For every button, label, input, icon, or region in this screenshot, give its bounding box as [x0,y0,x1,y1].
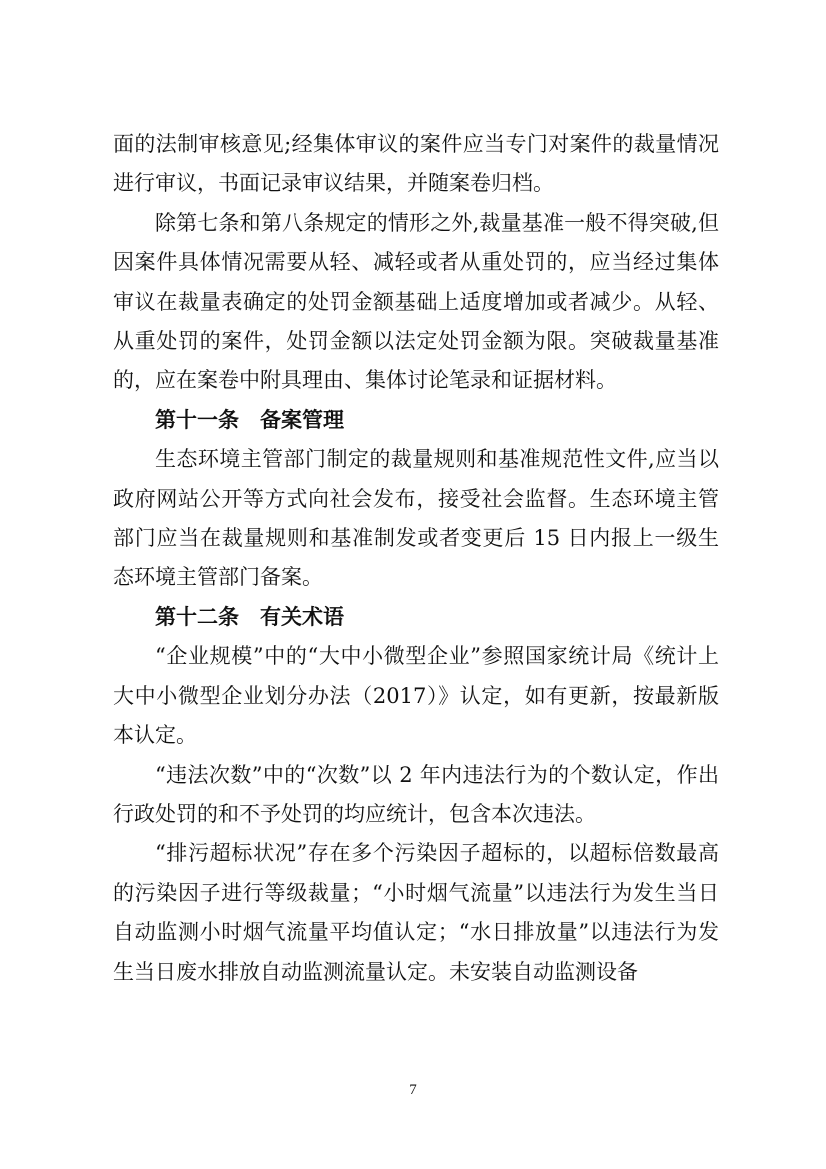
article-heading-11 [113,401,719,440]
paragraph-emission-exceedance: “排污超标状况”存在多个污染因子超标的，以超标倍数最高的污染因子进行等级裁量；“小时烟气流量”以违法行为发生当日自动监测小时烟气流量平均值认定；“水日排放量”以违法行为发生当日废水排放自动监测流量认定。未安装自动监测设备 [113,841,719,984]
article-heading-12 [113,598,719,637]
article-title: 有关术语 [260,604,344,629]
paragraph-filing-management: 生态环境主管部门制定的裁量规则和基准规范性文件,应当以政府网站公开等方式向社会发布，接受社会监督。生态环境主管部门应当在裁量规则和基准制发或者变更后 15 日内报上一级生态环境主管部门备案。 [113,447,719,590]
article-number: 第十一条 [155,407,239,432]
document-body [113,125,719,992]
article-title: 备案管理 [260,407,344,432]
paragraph-enterprise-scale: “企业规模”中的“大中小微型企业”参照国家统计局《统计上大中小微型企业划分办法（2017）》认定，如有更新，按最新版本认定。 [113,644,719,748]
article-number: 第十二条 [155,604,239,629]
paragraph-discretion-breakthrough: 除第七条和第八条规定的情形之外,裁量基准一般不得突破,但因案件具体情况需要从轻、减轻或者从重处罚的，应当经过集体审议在裁量表确定的处罚金额基础上适度增加或者减少。从轻、从重处罚的案件，处罚金额以法定处罚金额为限。突破裁量基准的，应在案卷中附具理由、集体讨论笔录和证据材料。 [113,210,719,393]
paragraph-violation-count: “违法次数”中的“次数”以 2 年内违法行为的个数认定，作出行政处罚的和不予处罚的均应统计，包含本次违法。 [113,762,719,826]
paragraph-continuation: 面的法制审核意见;经集体审议的案件应当专门对案件的裁量情况进行审议，书面记录审议结果，并随案卷归档。 [113,132,719,196]
page-number: 7 [409,1082,417,1098]
